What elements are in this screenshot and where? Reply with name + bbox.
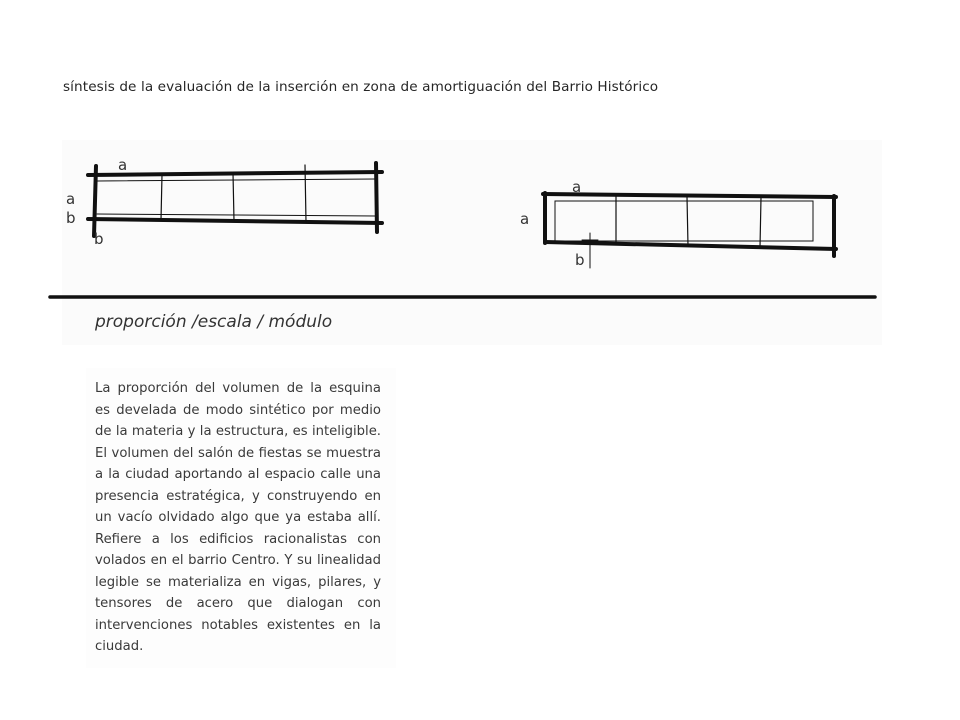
body-paragraph: La proporción del volumen de la esquina es develada de modo sintético por medio de la materia y la estructura, es inteligible. El volumen del salón de fiestas se muestra a la ciudad aportando al espacio calle una presencia estratégica, y construyendo en un vacío olvidado algo que ya estaba allí. Refiere a los edificios racionalistas con volados en el barrio Centro. Y su linealidad legible se materializa en vigas, pilares, y tensores de acero que dialogan con intervenciones notables existentes en la ciudad. bbox=[95, 381, 381, 654]
left-label-b-side: b bbox=[66, 209, 76, 227]
left-label-a-side: a bbox=[66, 190, 76, 208]
left-label-b-bottom: b bbox=[94, 230, 104, 248]
left-end-pillar bbox=[94, 166, 96, 236]
left-label-a-top: a bbox=[118, 156, 128, 174]
left-end-pillar-right bbox=[376, 163, 377, 232]
right-label-a-top: a bbox=[572, 178, 582, 196]
right-label-a-side: a bbox=[520, 210, 530, 228]
right-label-b-bottom: b bbox=[575, 251, 585, 269]
sketch-caption: proporción /escala / módulo bbox=[95, 312, 333, 332]
page-title: síntesis de la evaluación de la inserción en zona de amortiguación del Barrio Histórico bbox=[63, 79, 659, 95]
